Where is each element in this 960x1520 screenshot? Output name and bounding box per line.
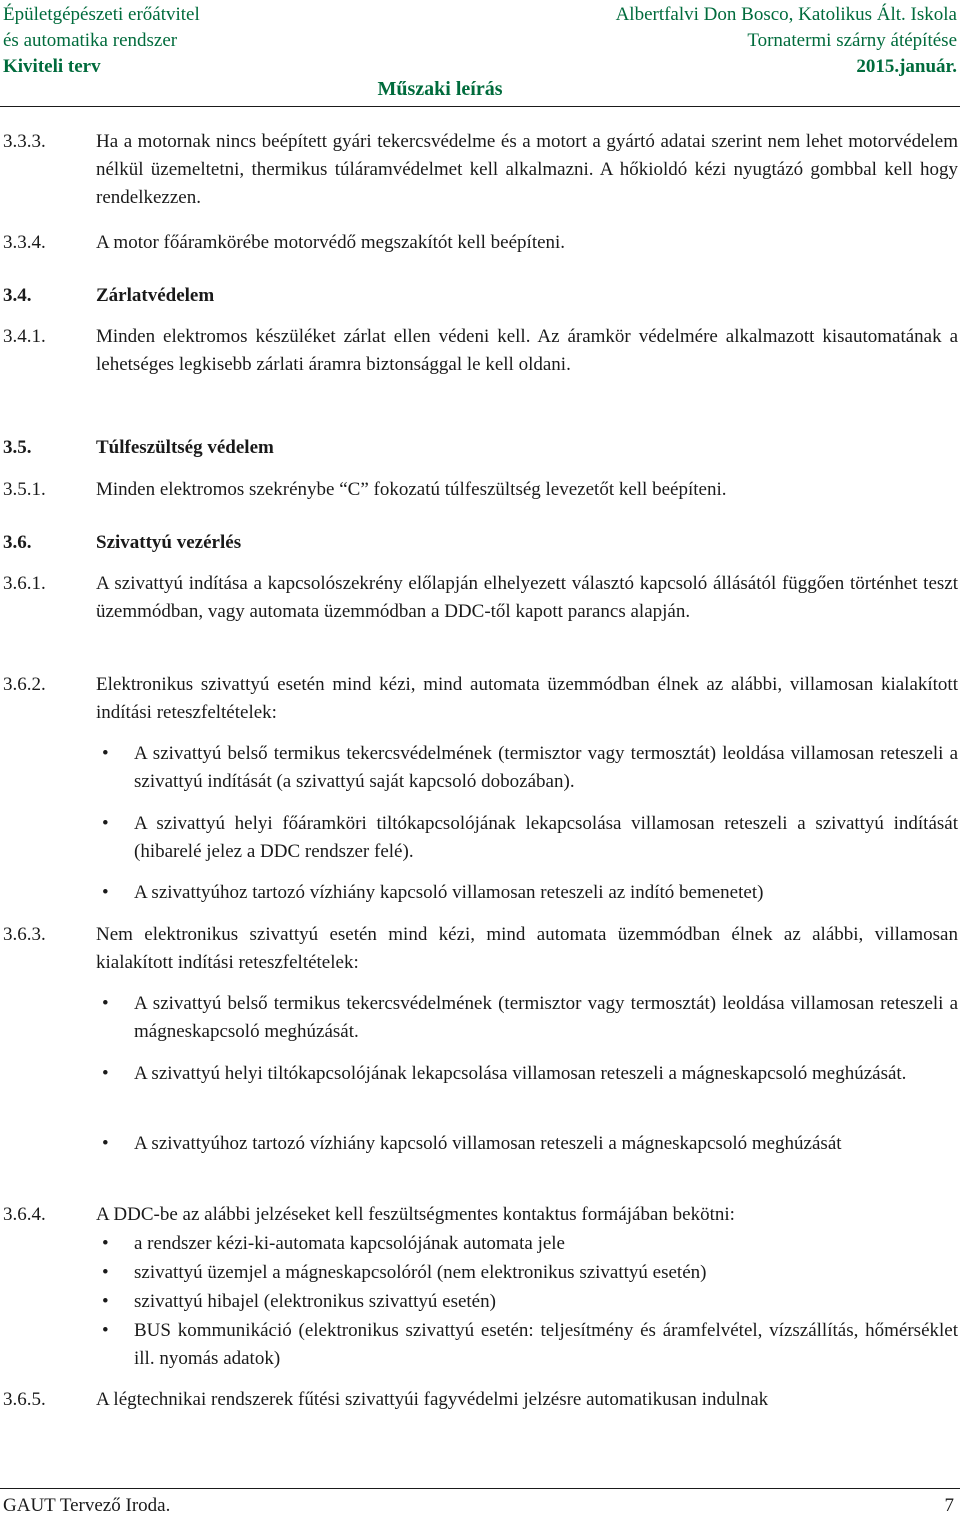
- section-number: 3.5.1.: [3, 479, 46, 500]
- bullet-icon: •: [102, 1291, 109, 1312]
- footer-divider: [0, 1488, 960, 1489]
- section-3-4-1: [0, 323, 960, 379]
- header-project-name: Albertfalvi Don Bosco, Katolikus Ált. Iskola: [615, 4, 957, 25]
- header-title: Műszaki leírás: [377, 78, 503, 100]
- list-item: [96, 1060, 958, 1088]
- header-date: 2015.január.: [856, 56, 957, 77]
- list-item: [96, 810, 958, 866]
- list-item: [96, 990, 958, 1046]
- section-number: 3.6.5.: [3, 1389, 46, 1410]
- section-3-6-3: [0, 921, 960, 977]
- list-item-text: A szivattyú belső termikus tekercsvédelmének (termisztor vagy termosztát) leoldása villamosan reteszeli a szivattyú indítását (a szivattyú saját kapcsoló dobozában).: [134, 743, 958, 792]
- section-number: 3.3.3.: [3, 131, 46, 152]
- section-3-4-heading: [0, 282, 960, 310]
- section-number: 3.6.2.: [3, 674, 46, 695]
- list-item-text: A szivattyúhoz tartozó vízhiány kapcsoló villamosan reteszeli az indító bemenetet): [134, 882, 764, 903]
- section-heading: Szivattyú vezérlés: [96, 532, 242, 553]
- header-discipline-line1: Épületgépészeti erőátvitel: [3, 4, 200, 25]
- bullet-icon: •: [102, 1063, 109, 1084]
- list-item: [96, 1259, 958, 1287]
- page-number: 7: [944, 1495, 954, 1516]
- header-project-subtitle: Tornatermi szárny átépítése: [747, 30, 957, 51]
- section-text: A DDC-be az alábbi jelzéseket kell feszültségmentes kontaktus formájában bekötni:: [96, 1204, 735, 1225]
- section-text: A légtechnikai rendszerek fűtési szivattyúi fagyvédelmi jelzésre automatikusan indulnak: [96, 1389, 769, 1410]
- header-discipline-line2: és automatika rendszer: [3, 30, 178, 51]
- section-number: 3.4.: [3, 285, 32, 306]
- list-item: [96, 1317, 958, 1373]
- bullet-icon: •: [102, 993, 109, 1014]
- section-text: Nem elektronikus szivattyú esetén mind kézi, mind automata üzemmódban élnek az alábbi, villamosan kialakított indítási reteszfeltételek:: [96, 924, 958, 973]
- list-item: [96, 1230, 958, 1258]
- section-3-5-heading: [0, 434, 960, 462]
- bullet-icon: •: [102, 813, 109, 834]
- bullet-icon: •: [102, 1233, 109, 1254]
- section-3-3-3: [0, 128, 960, 212]
- header-right-block: [616, 2, 957, 80]
- header-divider: [0, 106, 960, 107]
- section-number: 3.6.4.: [3, 1204, 46, 1225]
- list-item: [96, 740, 958, 796]
- section-heading: Zárlatvédelem: [96, 285, 215, 306]
- section-text: Elektronikus szivattyú esetén mind kézi, mind automata üzemmódban élnek az alábbi, villamosan kialakított indítási reteszfeltételek:: [96, 674, 958, 723]
- bullet-icon: •: [102, 1320, 109, 1341]
- bullet-icon: •: [102, 1262, 109, 1283]
- section-3-6-4: [0, 1201, 960, 1229]
- bullet-icon: •: [102, 882, 109, 903]
- section-3-6-heading: [0, 529, 960, 557]
- list-item: [96, 1288, 958, 1316]
- section-3-6-1: [0, 570, 960, 626]
- list-item: [96, 1130, 958, 1158]
- list-item-text: szivattyú üzemjel a mágneskapcsolóról (nem elektronikus szivattyú esetén): [134, 1262, 707, 1283]
- section-text: Minden elektromos szekrénybe “C” fokozatú túlfeszültség levezetőt kell beépíteni.: [96, 479, 727, 500]
- section-3-5-1: [0, 476, 960, 504]
- list-item-text: A szivattyú helyi tiltókapcsolójának lekapcsolása villamosan reteszeli a mágneskapcsoló meghúzását.: [134, 1063, 907, 1084]
- list-item-text: A szivattyú helyi főáramköri tiltókapcsolójának lekapcsolása villamosan reteszeli a szivattyú indítását (hibarelé jelez a DDC rendszer felé).: [134, 813, 958, 862]
- section-number: 3.6.3.: [3, 924, 46, 945]
- bullet-icon: •: [102, 743, 109, 764]
- section-text: Ha a motornak nincs beépített gyári tekercsvédelme és a motort a gyártó adatai szerint nem lehet motorvédelem nélkül üzemeltetni, thermikus túláramvédelmet kell alkalmazni. A hőkioldó kézi nyugtázó gombbal kell hogy rendelkezzen.: [96, 131, 958, 208]
- section-text: A szivattyú indítása a kapcsolószekrény előlapján elhelyezett választó kapcsoló állásától függően történhet teszt üzemmódban, vagy automata üzemmódban a DDC-től kapott parancs alapján.: [96, 573, 958, 622]
- page-header: [0, 2, 960, 110]
- header-left-block: [3, 2, 200, 80]
- list-item-text: A szivattyú belső termikus tekercsvédelmének (termisztor vagy termosztát) leoldása villamosan reteszeli a mágneskapcsoló meghúzását.: [134, 993, 958, 1042]
- list-item-text: A szivattyúhoz tartozó vízhiány kapcsoló villamosan reteszeli a mágneskapcsoló meghúzását: [134, 1133, 842, 1154]
- list-item-text: BUS kommunikáció (elektronikus szivattyú esetén: teljesítmény és áramfelvétel, vízszállítás, hőmérséklet ill. nyomás adatok): [134, 1320, 958, 1369]
- section-number: 3.6.1.: [3, 573, 46, 594]
- section-3-6-5: [0, 1386, 960, 1414]
- section-number: 3.3.4.: [3, 232, 46, 253]
- section-text: A motor főáramkörébe motorvédő megszakítót kell beépíteni.: [96, 232, 566, 253]
- bullet-icon: •: [102, 1133, 109, 1154]
- section-3-6-2: [0, 671, 960, 727]
- header-plan-type: Kiviteli terv: [3, 56, 101, 77]
- section-number: 3.5.: [3, 437, 32, 458]
- section-heading: Túlfeszültség védelem: [96, 437, 274, 458]
- list-item-text: a rendszer kézi-ki-automata kapcsolójának automata jele: [134, 1233, 565, 1254]
- footer-company: GAUT Tervező Iroda.: [3, 1495, 171, 1516]
- section-3-3-4: [0, 229, 960, 257]
- list-item: [96, 879, 958, 907]
- list-item-text: szivattyú hibajel (elektronikus szivattyú esetén): [134, 1291, 496, 1312]
- section-number: 3.6.: [3, 532, 32, 553]
- section-number: 3.4.1.: [3, 326, 46, 347]
- section-text: Minden elektromos készüléket zárlat ellen védeni kell. Az áramkör védelmére alkalmazott kisautomatának a lehetséges legkisebb zárlati áramra biztonsággal le kell oldani.: [96, 326, 958, 375]
